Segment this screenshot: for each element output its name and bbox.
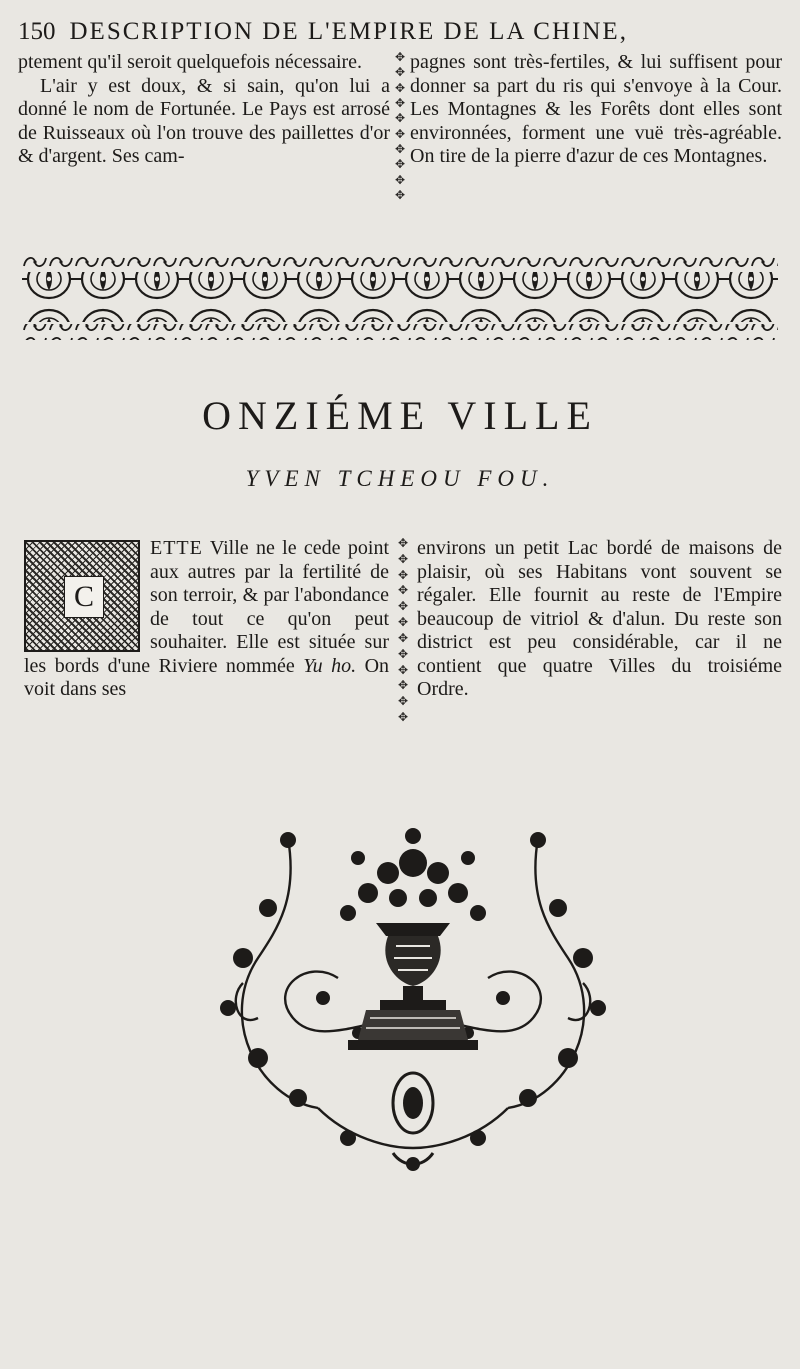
decorated-initial <box>24 540 140 652</box>
top-right-column <box>410 51 782 201</box>
chapter-subtitle: YVEN TCHEOU FOU. <box>245 466 555 491</box>
top-left-column <box>18 51 390 201</box>
top-left-paragraph-2: L'air y est doux, & si sain, qu'on lui a donné le nom de Fortunée. Le Pays est arrosé de Ruisseaux où l'on trouve des paillettes d'or & d'argent. Ses cam- <box>18 74 390 167</box>
top-columns <box>18 51 782 201</box>
running-title: DESCRIPTION DE L'EMPIRE DE LA CHINE, <box>69 18 628 45</box>
column-separator-ornament: ✥ ✥ ✥ ✥ ✥ ✥ ✥ ✥ ✥ ✥ <box>394 50 406 202</box>
opening-caps: ETTE <box>150 537 203 559</box>
body-columns <box>24 537 782 723</box>
flower-vase-vignette <box>198 818 628 1180</box>
top-right-paragraph-1: pagnes sont très-fertiles, & lui suffisent pour donner sa part du ris qui s'envoye à la Cour. Les Montagnes & les Forêts dont elles sont environnées, forment une vuë très-agréable. On tire de la pierre d'azur de ces Montagnes. <box>410 51 782 167</box>
top-left-paragraph-1: ptement qu'il seroit quelquefois nécessaire. <box>18 51 363 73</box>
body-right-text: environs un petit Lac bordé de maisons de plaisir, où ses Habitans vont souvent se régaler. Elle fournit au reste de l'Empire beaucoup de vitriol & d'alun. Du reste son district est peu considérable, car il ne contient que quatre Villes du troisiéme Ordre. <box>417 537 782 700</box>
body-left-text: Ville ne le cede point aux autres par la fertilité de son terroir, & par l'abondance de tout ce qu'on peut souhaiter. Elle est située sur les bords d'une Riviere nommée <box>24 537 389 677</box>
chapter-title: ONZIÉME VILLE <box>202 393 598 438</box>
body-left-tail: On voit dans ses <box>24 654 390 700</box>
body-left-column <box>24 537 389 723</box>
running-head <box>18 18 788 46</box>
body-right-column <box>417 537 782 723</box>
river-name: Yu ho. <box>303 654 357 677</box>
page-number: 150 <box>18 18 56 45</box>
drop-cap-letter: C <box>64 576 104 618</box>
ornamental-border-band <box>22 254 778 342</box>
body-column-separator-ornament: ✥ ✥ ✥ ✥ ✥ ✥ ✥ ✥ ✥ ✥ ✥ ✥ <box>397 536 409 724</box>
